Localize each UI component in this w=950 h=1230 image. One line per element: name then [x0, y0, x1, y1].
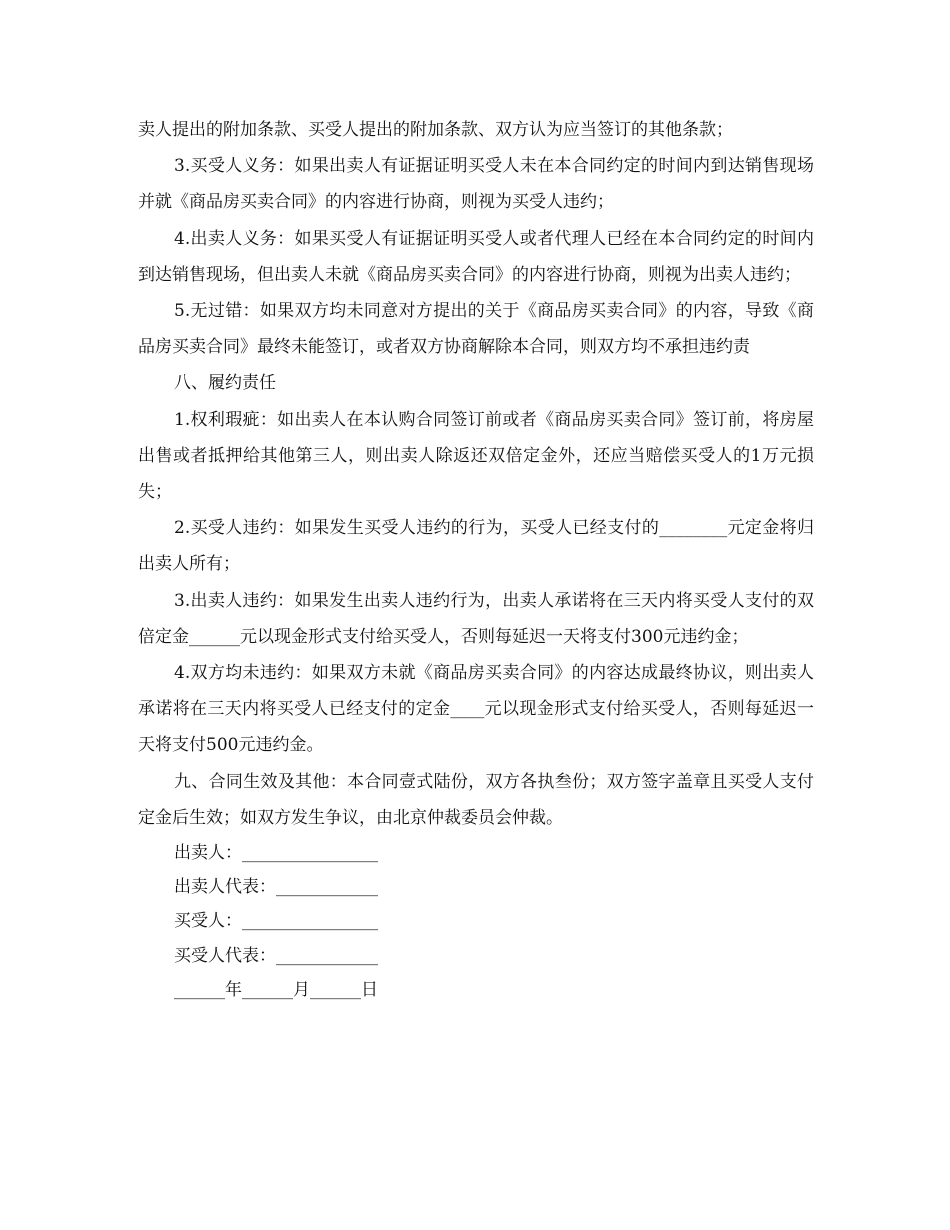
paragraph-additional-terms: 卖人提出的附加条款、买受人提出的附加条款、双方认为应当签订的其他条款；: [138, 120, 733, 140]
paragraph-seller-obligation: 4.出卖人义务：如果买受人有证据证明买受人或者代理人已经在本合同约定的时间内到达销售现场，但出卖人未就《商品房买卖合同》的内容进行协商，则视为出卖人违约；: [138, 228, 814, 285]
signature-seller-rep-line: 出卖人代表：____________: [174, 877, 378, 898]
paragraph-seller-breach: 3.出卖人违约：如果发生出卖人违约行为，出卖人承诺将在三天内将买受人支付的双倍定金______元以现金形式支付给买受人，否则每延迟一天将支付300元违约金；: [138, 590, 814, 647]
paragraph-no-breach: 4.双方均未违约：如果双方未就《商品房买卖合同》的内容达成最终协议，则出卖人承诺将在三天内将买受人已经支付的定金____元以现金形式支付给买受人，否则每延迟一天将支付500元违约金。: [138, 663, 814, 756]
section-heading-performance-liability: 八、履约责任: [174, 373, 276, 394]
paragraph-no-fault: 5.无过错：如果双方均未同意对方提出的关于《商品房买卖合同》的内容，导致《商品房买卖合同》最终未能签订，或者双方协商解除本合同，则双方均不承担违约责: [138, 301, 814, 358]
signature-date-line: ______年______月______日: [174, 979, 378, 1000]
signature-buyer-line: 买受人：________________: [174, 911, 378, 932]
signature-buyer-rep-line: 买受人代表：____________: [174, 945, 378, 966]
paragraph-title-defect: 1.权利瑕疵：如出卖人在本认购合同签订前或者《商品房买卖合同》签订前，将房屋出售或者抵押给其他第三人，则出卖人除返还双倍定金外，还应当赔偿买受人的1万元损失；: [138, 409, 814, 503]
section-effectiveness-other: 九、合同生效及其他：本合同壹式陆份，双方各执叁份；双方签字盖章且买受人支付定金后生效；如双方发生争议，由北京仲裁委员会仲裁。: [138, 771, 814, 828]
document-body: [138, 112, 814, 1007]
signature-block: [138, 836, 814, 1007]
signature-seller-line: 出卖人：________________: [174, 843, 378, 864]
paragraph-buyer-breach: 2.买受人违约：如果发生买受人违约的行为，买受人已经支付的________元定金将归出卖人所有；: [138, 518, 814, 575]
paragraph-buyer-obligation: 3.买受人义务：如果出卖人有证据证明买受人未在本合同约定的时间内到达销售现场并就《商品房买卖合同》的内容进行协商，则视为买受人违约；: [138, 156, 814, 213]
